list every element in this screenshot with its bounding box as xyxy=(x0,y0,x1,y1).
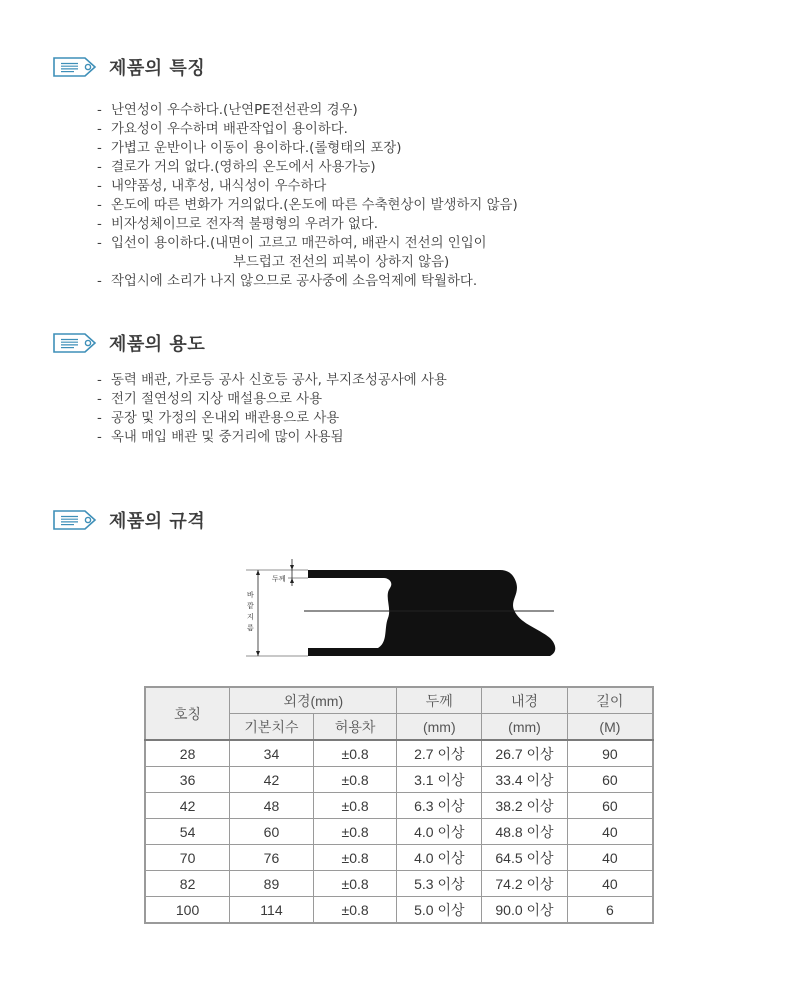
list-item-text: 옥내 매입 배관 및 중거리에 많이 사용됨 xyxy=(111,430,344,445)
header-outer: 외경(mm) xyxy=(230,687,397,714)
table-cell: 28 xyxy=(145,740,230,767)
bullet-dash: - xyxy=(97,198,102,213)
table-cell: 5.0 이상 xyxy=(397,897,482,924)
list-item xyxy=(97,390,447,409)
table-row xyxy=(145,793,653,819)
header-thickness: 두께 xyxy=(397,687,482,714)
features-heading xyxy=(52,54,205,80)
spec-heading xyxy=(52,507,205,533)
header-name: 호칭 xyxy=(145,687,230,740)
pipe-wall-shape xyxy=(308,570,555,656)
pipe-cross-section-diagram xyxy=(238,556,558,666)
table-cell: 60 xyxy=(567,793,653,819)
table-row xyxy=(145,845,653,871)
list-item xyxy=(97,272,518,291)
header-inner-unit: (mm) xyxy=(482,714,568,741)
bullet-dash: - xyxy=(97,141,102,156)
table-cell: 76 xyxy=(230,845,314,871)
list-item xyxy=(97,101,518,120)
table-cell: 34 xyxy=(230,740,314,767)
table-row xyxy=(145,740,653,767)
usage-heading xyxy=(52,330,205,356)
usage-list xyxy=(97,371,447,447)
table-cell: 2.7 이상 xyxy=(397,740,482,767)
bullet-dash: - xyxy=(97,160,102,175)
table-row xyxy=(145,871,653,897)
bullet-dash: - xyxy=(97,122,102,137)
table-cell: 114 xyxy=(230,897,314,924)
bullet-dash: - xyxy=(97,274,102,289)
table-cell: 90 xyxy=(567,740,653,767)
outer-diameter-label-3: 지 xyxy=(247,613,254,621)
tag-label-icon xyxy=(52,508,98,532)
table-cell: 48 xyxy=(230,793,314,819)
bullet-dash: - xyxy=(97,392,102,407)
table-cell: ±0.8 xyxy=(313,793,397,819)
bullet-dash: - xyxy=(97,217,102,232)
list-item xyxy=(97,196,518,215)
table-cell: 70 xyxy=(145,845,230,871)
table-cell: 40 xyxy=(567,845,653,871)
table-cell: ±0.8 xyxy=(313,897,397,924)
table-cell: 89 xyxy=(230,871,314,897)
list-item-text: 공장 및 가정의 온내외 배관용으로 사용 xyxy=(111,411,340,426)
header-length: 길이 xyxy=(567,687,653,714)
table-cell: 36 xyxy=(145,767,230,793)
table-cell: 82 xyxy=(145,871,230,897)
table-cell: 42 xyxy=(145,793,230,819)
usage-title: 제품의 용도 xyxy=(109,334,206,355)
list-item xyxy=(97,139,518,158)
bullet-dash: - xyxy=(97,236,102,251)
header-inner: 내경 xyxy=(482,687,568,714)
table-cell: ±0.8 xyxy=(313,871,397,897)
table-cell: 26.7 이상 xyxy=(482,740,568,767)
table-row xyxy=(145,897,653,924)
bullet-dash: - xyxy=(97,373,102,388)
spec-title: 제품의 규격 xyxy=(109,511,206,532)
table-row xyxy=(145,767,653,793)
table-cell: 40 xyxy=(567,819,653,845)
list-item-text: 전기 절연성의 지상 매설용으로 사용 xyxy=(111,392,323,407)
table-cell: 38.2 이상 xyxy=(482,793,568,819)
list-item xyxy=(97,215,518,234)
list-item xyxy=(97,428,447,447)
features-list xyxy=(97,101,518,291)
bullet-dash: - xyxy=(97,411,102,426)
outer-diameter-label-2: 깥 xyxy=(247,602,254,610)
table-row xyxy=(145,819,653,845)
table-cell: ±0.8 xyxy=(313,845,397,871)
table-cell: 74.2 이상 xyxy=(482,871,568,897)
bullet-dash: - xyxy=(97,430,102,445)
header-thickness-unit: (mm) xyxy=(397,714,482,741)
table-cell: 42 xyxy=(230,767,314,793)
bullet-dash: - xyxy=(97,103,102,118)
table-cell: 60 xyxy=(567,767,653,793)
tag-label-icon xyxy=(52,55,98,79)
table-cell: 54 xyxy=(145,819,230,845)
table-cell: 48.8 이상 xyxy=(482,819,568,845)
list-item-continuation: 부드럽고 전선의 피복이 상하지 않음) xyxy=(233,255,450,270)
list-item-text: 비자성체이므로 전자적 불평형의 우려가 없다. xyxy=(111,217,379,232)
table-cell: 60 xyxy=(230,819,314,845)
list-item xyxy=(97,409,447,428)
list-item-text: 내약품성, 내후성, 내식성이 우수하다 xyxy=(111,179,327,194)
outer-diameter-label-4: 름 xyxy=(247,624,254,632)
table-cell: 64.5 이상 xyxy=(482,845,568,871)
spec-table-body xyxy=(145,740,653,923)
list-item xyxy=(97,371,447,390)
header-outer-basic: 기본치수 xyxy=(230,714,314,741)
table-cell: ±0.8 xyxy=(313,740,397,767)
table-cell: 6 xyxy=(567,897,653,924)
table-cell: ±0.8 xyxy=(313,819,397,845)
list-item xyxy=(97,120,518,139)
features-title: 제품의 특징 xyxy=(109,58,206,79)
outer-diameter-label-1: 바 xyxy=(247,591,254,599)
thickness-label: 두께 xyxy=(272,575,286,583)
list-item-text: 온도에 따른 변화가 거의없다.(온도에 따른 수축현상이 발생하지 않음) xyxy=(111,198,518,213)
list-item xyxy=(97,234,518,272)
table-cell: 4.0 이상 xyxy=(397,819,482,845)
list-item xyxy=(97,177,518,196)
table-cell: ±0.8 xyxy=(313,767,397,793)
table-cell: 40 xyxy=(567,871,653,897)
table-cell: 3.1 이상 xyxy=(397,767,482,793)
table-cell: 90.0 이상 xyxy=(482,897,568,924)
spec-table xyxy=(144,686,654,924)
table-cell: 6.3 이상 xyxy=(397,793,482,819)
bullet-dash: - xyxy=(97,179,102,194)
header-length-unit: (M) xyxy=(567,714,653,741)
tag-label-icon xyxy=(52,331,98,355)
table-cell: 4.0 이상 xyxy=(397,845,482,871)
list-item-text: 가요성이 우수하며 배관작업이 용이하다. xyxy=(111,122,348,137)
list-item-text: 작업시에 소리가 나지 않으므로 공사중에 소음억제에 탁월하다. xyxy=(111,274,478,289)
list-item-text: 동력 배관, 가로등 공사 신호등 공사, 부지조성공사에 사용 xyxy=(111,373,447,388)
list-item-text: 결로가 거의 없다.(영하의 온도에서 사용가능) xyxy=(111,160,376,175)
header-outer-tolerance: 허용차 xyxy=(313,714,397,741)
table-cell: 5.3 이상 xyxy=(397,871,482,897)
list-item-text: 가볍고 운반이나 이동이 용이하다.(롤형태의 포장) xyxy=(111,141,402,156)
table-cell: 33.4 이상 xyxy=(482,767,568,793)
list-item xyxy=(97,158,518,177)
table-cell: 100 xyxy=(145,897,230,924)
list-item-text: 난연성이 우수하다.(난연PE전선관의 경우) xyxy=(111,103,358,118)
list-item-text: 입선이 용이하다.(내면이 고르고 매끈하여, 배관시 전선의 인입이 xyxy=(111,236,487,251)
